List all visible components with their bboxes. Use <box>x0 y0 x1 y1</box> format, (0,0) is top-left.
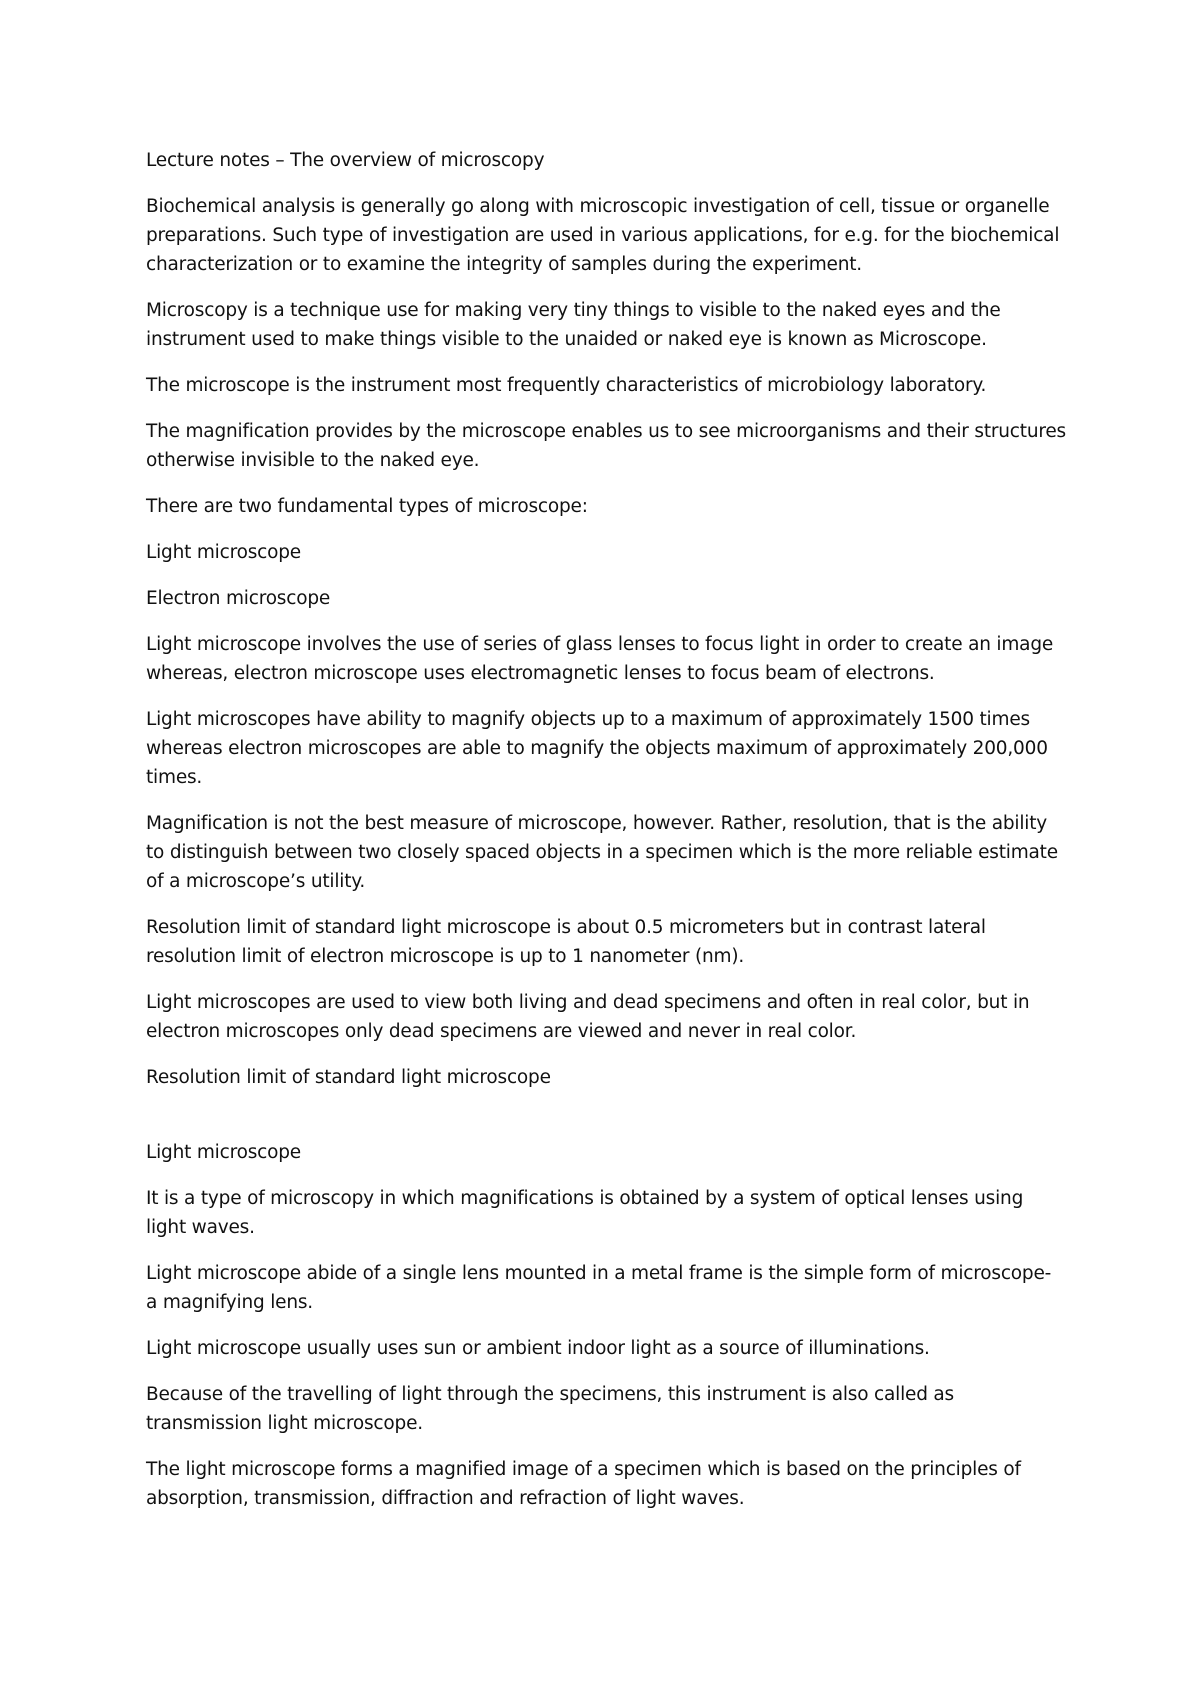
paragraph-microscopy-definition: Microscopy is a technique use for making very tiny things to visible to the naked eyes and the instrument used to make things visible to the unaided or naked eye is known as Microscope. <box>146 300 1001 350</box>
document-body <box>146 146 1066 1530</box>
paragraph-single-lens: Light microscope abide of a single lens mounted in a metal frame is the simple form of microscope- a magnifying lens. <box>146 1263 1052 1313</box>
list-item-electron-microscope: Electron microscope <box>146 588 331 609</box>
paragraph-resolution-measure: Magnification is not the best measure of microscope, however. Rather, resolution, that is the ability to distinguish between two closely spaced objects in a specimen which is the more reliable estimate of a microscope’s utility. <box>146 813 1058 892</box>
paragraph-resolution-limit: Resolution limit of standard light microscope is about 0.5 micrometers but in contrast lateral resolution limit of electron microscope is up to 1 nanometer (nm). <box>146 917 986 967</box>
paragraph-resolution-limit-heading: Resolution limit of standard light microscope <box>146 1067 551 1088</box>
paragraph-specimens: Light microscopes are used to view both living and dead specimens and often in real color, but in electron microscopes only dead specimens are viewed and never in real color. <box>146 992 1030 1042</box>
document-title: Lecture notes – The overview of microscopy <box>146 150 545 171</box>
paragraph-lenses: Light microscope involves the use of series of glass lenses to focus light in order to create an image whereas, electron microscope uses electromagnetic lenses to focus beam of electrons. <box>146 634 1054 684</box>
paragraph-two-types: There are two fundamental types of microscope: <box>146 496 588 517</box>
paragraph-magnify-ability: Light microscopes have ability to magnify objects up to a maximum of approximately 1500 times whereas electron microscopes are able to magnify the objects maximum of approximately 200,000 times. <box>146 709 1048 788</box>
paragraph-microscope-instrument: The microscope is the instrument most frequently characteristics of microbiology laboratory. <box>146 375 987 396</box>
paragraph-optical-lenses: It is a type of microscopy in which magnifications is obtained by a system of optical lenses using light waves. <box>146 1188 1024 1238</box>
paragraph-magnified-image: The light microscope forms a magnified image of a specimen which is based on the principles of absorption, transmission, diffraction and refraction of light waves. <box>146 1459 1021 1509</box>
paragraph-transmission: Because of the travelling of light through the specimens, this instrument is also called as transmission light microscope. <box>146 1384 954 1434</box>
paragraph-magnification: The magnification provides by the microscope enables us to see microorganisms and their structures otherwise invisible to the naked eye. <box>146 421 1066 471</box>
paragraph-illumination: Light microscope usually uses sun or ambient indoor light as a source of illuminations. <box>146 1338 930 1359</box>
section-heading-light-microscope: Light microscope <box>146 1142 301 1163</box>
paragraph-biochemical-analysis: Biochemical analysis is generally go along with microscopic investigation of cell, tissue or organelle preparations. Such type of investigation are used in various applications, for e.g. for the biochemical characterization or to examine the integrity of samples during the experiment. <box>146 196 1060 275</box>
list-item-light-microscope: Light microscope <box>146 542 301 563</box>
